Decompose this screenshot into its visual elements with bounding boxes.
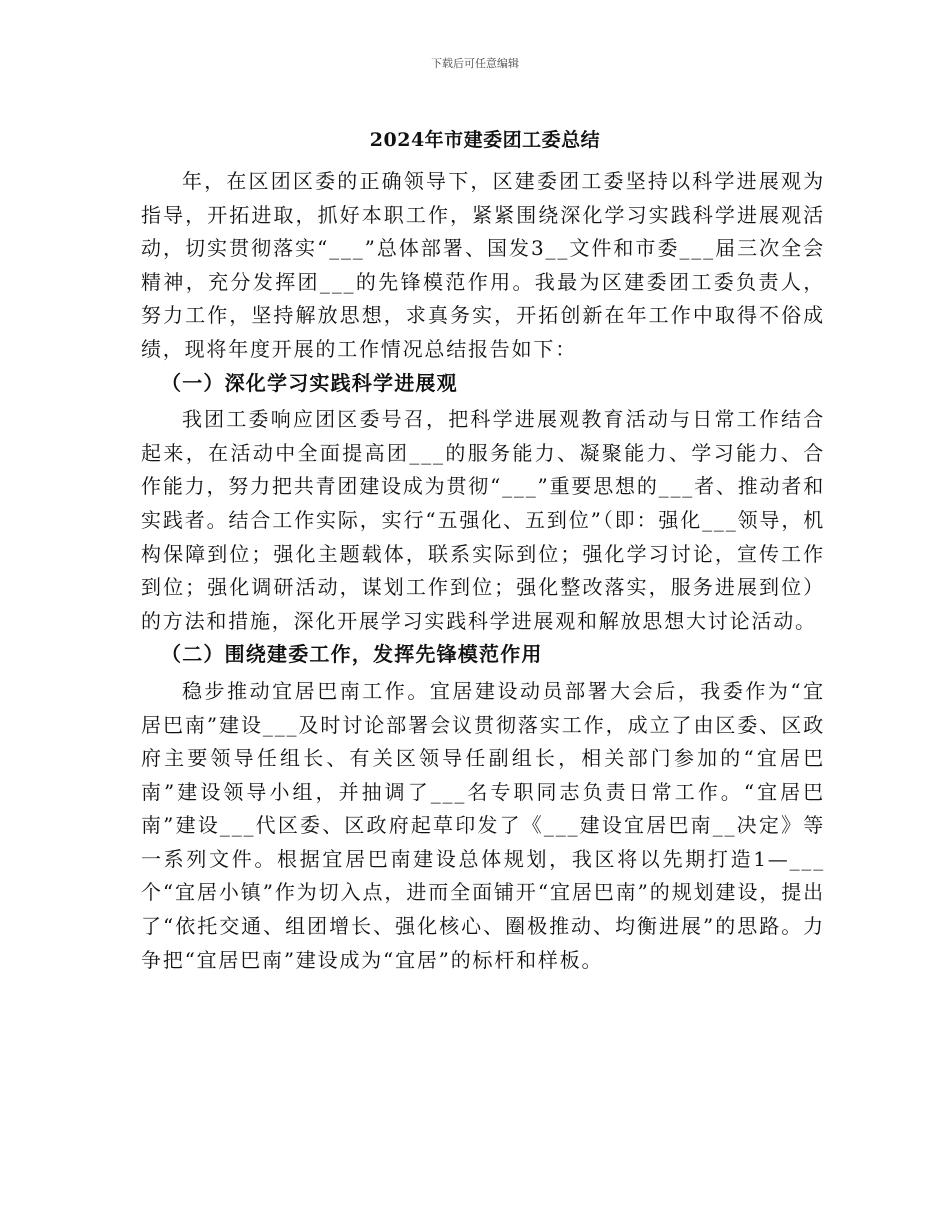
paragraph-section-1: 我团工委响应团区委号召，把科学进展观教育活动与日常工作结合起来，在活动中全面提高团___的服务能力、凝聚能力、学习能力、合作能力，努力把共青团建设成为贯彻“___”重要思想的___者、推动者和实践者。结合工作实际，实行“五强化、五到位”（即：强化___领导，机构保障到位；强化主题载体，联系实际到位；强化学习讨论，宣传工作到位；强化调研活动，谋划工作到位；强化整改落实，服务进展到位）的方法和措施，深化开展学习实践科学进展观和解放思想大讨论活动。 — [141, 407, 825, 633]
document-body — [141, 165, 825, 977]
paragraph-section-2: 稳步推动宜居巴南工作。宜居建设动员部署大会后，我委作为“宜居巴南”建设___及时讨论部署会议贯彻落实工作，成立了由区委、区政府主要领导任组长、有关区领导任副组长，相关部门参加的“宜居巴南”建设领导小组，并抽调了___名专职同志负责日常工作。“宜居巴南”建设___代区委、区政府起草印发了《___建设宜居巴南__决定》等一系列文件。根据宜居巴南建设总体规划，我区将以先期打造1—___个“宜居小镇”作为切入点，进而全面铺开“宜居巴南”的规划建设，提出了“依托交通、组团增长、强化核心、圈极推动、均衡进展”的思路。力争把“宜居巴南”建设成为“宜居”的标杆和样板。 — [141, 678, 825, 972]
document-title: 2024年市建委团工委总结 — [369, 129, 601, 151]
section-heading-2: （二）围绕建委工作，发挥先锋模范作用 — [161, 642, 543, 667]
header-note: 下载后可任意编辑 — [431, 57, 519, 70]
section-heading-1: （一）深化学习实践科学进展观 — [161, 370, 458, 395]
paragraph-intro: 年，在区团区委的正确领导下，区建委团工委坚持以科学进展观为指导，开拓进取，抓好本职工作，紧紧围绕深化学习实践科学进展观活动，切实贯彻落实“___”总体部署、国发3__文件和市委___届三次全会精神，充分发挥团___的先锋模范作用。我最为区建委团工委负责人，努力工作，坚持解放思想，求真务实，开拓创新在年工作中取得不俗成绩，现将年度开展的工作情况总结报告如下： — [141, 169, 825, 361]
